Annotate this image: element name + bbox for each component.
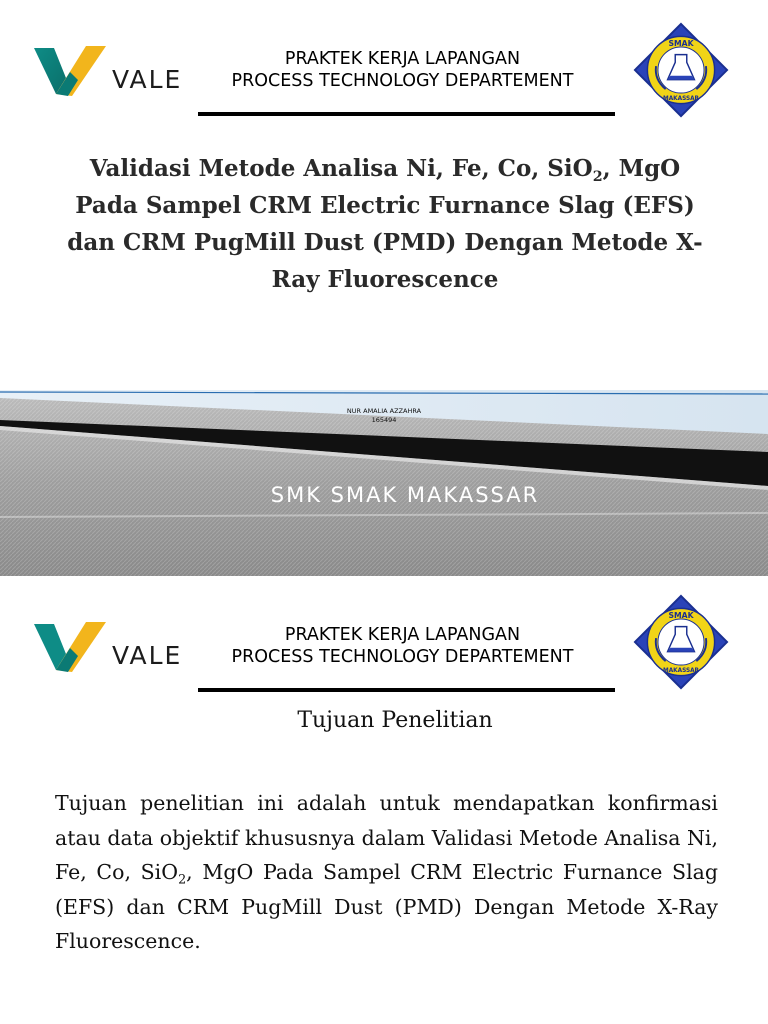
author-name: NUR AMALIA AZZAHRA [346, 407, 422, 415]
seal-top-text: SMAK [668, 39, 694, 48]
smak-makassar-seal-icon [632, 594, 730, 690]
vale-wordmark: VALE [112, 65, 183, 94]
vale-wordmark: VALE [112, 641, 183, 670]
title-line-4: Ray Fluorescence [271, 266, 499, 293]
objective-paragraph: Tujuan penelitian ini adalah untuk mendapatkan konfirmasi atau data objektif khususnya dalam Validasi Metode Analisa Ni, Fe, Co, SiO$_2$, MgO Pada Sampel CRM Electric Furnance Slag (EFS) dan CRM PugMill Dust (PMD) Dengan Metode X-Ray Fluorescence. [55, 791, 718, 953]
vale-v-logo-icon [20, 32, 185, 112]
section-title: Tujuan Penelitian [297, 708, 493, 733]
header [190, 48, 615, 92]
header-rule [198, 112, 615, 116]
header-line-2: PROCESS TECHNOLOGY DEPARTEMENT [231, 71, 574, 91]
header-line-1: PRAKTEK KERJA LAPANGAN [284, 49, 521, 69]
title-line-2: Pada Sampel CRM Electric Furnance Slag (EFS) [75, 192, 695, 219]
slide-objective [0, 576, 768, 1024]
title-line-3: dan CRM PugMill Dust (PMD) Dengan Metode X- [67, 229, 703, 256]
seal-bottom-text: MAKASSAR [663, 667, 699, 674]
author-id: 165494 [371, 416, 397, 424]
header-rule [198, 688, 615, 692]
vale-v-logo-icon [20, 608, 185, 688]
school-name: SMK SMAK MAKASSAR [270, 483, 540, 507]
smak-makassar-seal-icon [632, 22, 730, 118]
seal-bottom-text: MAKASSAR [663, 95, 699, 102]
header [190, 624, 615, 668]
slide-title-text [40, 150, 730, 298]
title-line-1: Validasi Metode Analisa Ni, Fe, Co, SiO$_2$, MgO [89, 155, 681, 185]
header-line-1: PRAKTEK KERJA LAPANGAN [284, 625, 521, 645]
header-line-2: PROCESS TECHNOLOGY DEPARTEMENT [231, 647, 574, 667]
seal-top-text: SMAK [668, 611, 694, 620]
